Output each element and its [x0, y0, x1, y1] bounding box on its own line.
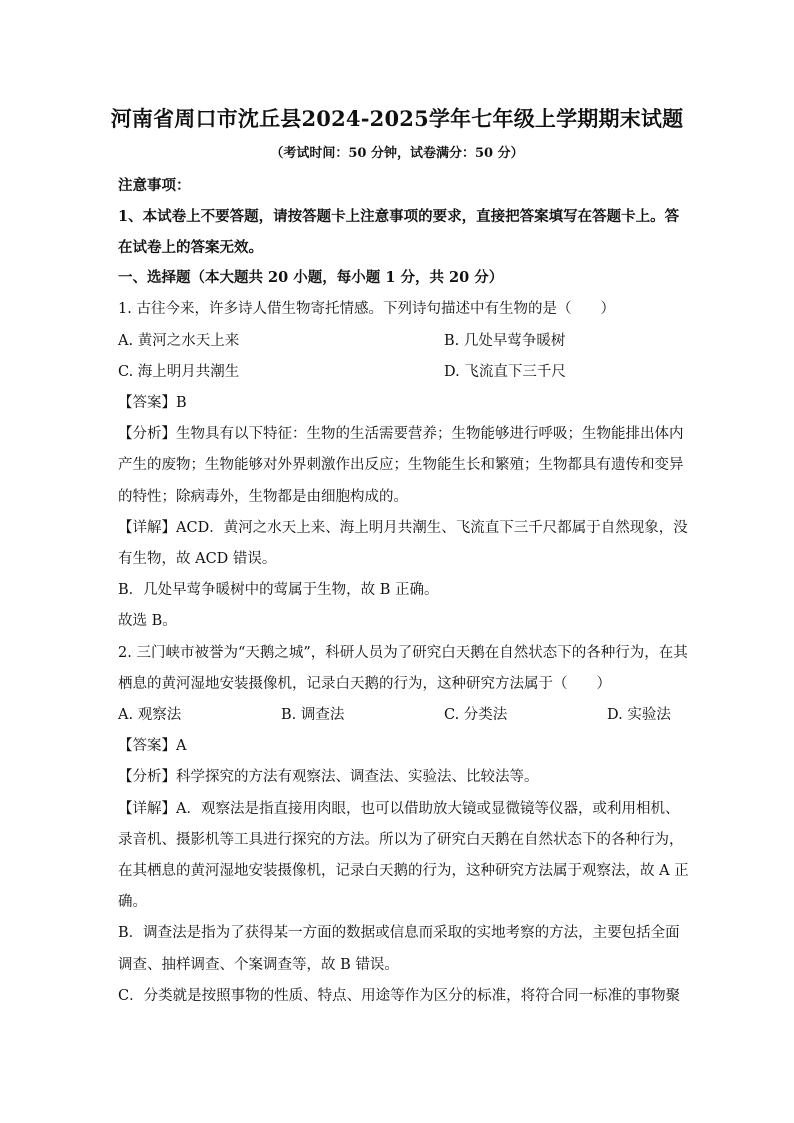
- question-1-option-b: B. 几处早莺争暖树: [444, 333, 566, 349]
- question-2-detail-line-7: C．分类就是按照事物的性质、特点、用途等作为区分的标准，将符合同一标准的事物聚: [118, 988, 681, 1004]
- section-heading-choice: 一、选择题（本大题共 20 小题，每小题 1 分，共 20 分）: [118, 269, 504, 286]
- question-1-detail-line-3: B．几处早莺争暖树中的莺属于生物，故 B 正确。: [118, 582, 439, 598]
- question-1-answer: 【答案】B: [118, 395, 187, 411]
- question-1-analysis-line-2: 产生的废物；生物能够对外界刺激作出反应；生物能生长和繁殖；生物都具有遗传和变异: [118, 457, 684, 473]
- question-1-detail-line-1: 【详解】ACD．黄河之水天上来、海上明月共潮生、飞流直下三千尺都属于自然现象，没: [118, 520, 688, 536]
- question-1-option-c: C. 海上明月共潮生: [118, 364, 240, 380]
- question-1-option-a: A. 黄河之水天上来: [118, 333, 240, 349]
- question-2-option-b: B. 调查法: [281, 707, 345, 723]
- question-2-detail-line-3: 在其栖息的黄河湿地安装摄像机，记录白天鹅的行为，这种研究方法属于观察法，故 A 正: [118, 863, 689, 879]
- question-2-option-c: C. 分类法: [444, 707, 508, 723]
- notice-heading: 注意事项：: [118, 177, 191, 194]
- page-title: 河南省周口市沈丘县2024-2025学年七年级上学期期末试题: [110, 106, 684, 131]
- question-2-detail-line-1: 【详解】A．观察法是指直接用肉眼，也可以借助放大镜或显微镜等仪器，或利用相机、: [118, 801, 680, 817]
- question-2-detail-line-4: 确。: [118, 894, 147, 910]
- question-2-stem-line-2: 栖息的黄河湿地安装摄像机，记录白天鹅的行为，这种研究方法属于（ ）: [118, 676, 611, 692]
- question-2-detail-line-2: 录音机、摄影机等工具进行探究的方法。所以为了研究白天鹅在自然状态下的各种行为，: [118, 832, 684, 848]
- question-2-option-a: A. 观察法: [118, 707, 182, 723]
- question-2-answer: 【答案】A: [118, 738, 187, 754]
- question-1-stem: 1. 古往今来，许多诗人借生物寄托情感。下列诗句描述中有生物的是（ ）: [118, 301, 615, 317]
- question-1-conclusion: 故选 B。: [118, 613, 177, 629]
- question-2-detail-line-6: 调查、抽样调查、个案调查等，故 B 错误。: [118, 957, 399, 973]
- question-2-detail-line-5: B．调查法是指为了获得某一方面的数据或信息而采取的实地考察的方法，主要包括全面: [118, 925, 680, 941]
- question-2-option-d: D. 实验法: [607, 707, 671, 723]
- question-2-stem-line-1: 2. 三门峡市被誉为“天鹅之城”，科研人员为了研究白天鹅在自然状态下的各种行为，在其: [118, 645, 688, 661]
- question-1-option-d: D. 飞流直下三千尺: [444, 364, 566, 380]
- notice-item-1-line-2: 在试卷上的答案无效。: [118, 239, 263, 256]
- question-1-analysis-line-1: 【分析】生物具有以下特征：生物的生活需要营养；生物能够进行呼吸；生物能排出体内: [118, 426, 684, 442]
- notice-item-1-line-1: 1、本试卷上不要答题，请按答题卡上注意事项的要求，直接把答案填写在答题卡上。答: [118, 208, 680, 225]
- question-1-analysis-line-3: 的特性；除病毒外，生物都是由细胞构成的。: [118, 489, 408, 505]
- exam-time-info: （考试时间：50 分钟，试卷满分：50 分）: [270, 146, 524, 161]
- question-1-detail-line-2: 有生物，故 ACD 错误。: [118, 551, 277, 567]
- question-2-analysis: 【分析】科学探究的方法有观察法、调查法、实验法、比较法等。: [118, 769, 539, 785]
